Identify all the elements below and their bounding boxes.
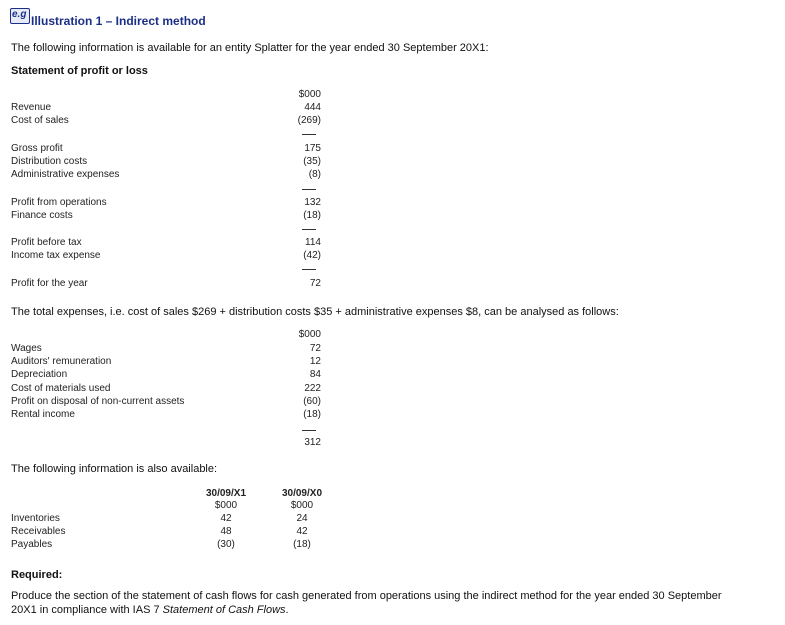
col1-unit: $000 [214,500,238,511]
expense-label: Depreciation [11,369,68,380]
balance-label: Payables [11,539,53,550]
pl-value: 444 [304,102,321,113]
expense-label: Cost of materials used [11,383,111,394]
pl-label: Profit from operations [11,197,107,208]
balance-v2: (18) [293,539,311,550]
balance-v2: 24 [296,513,308,524]
illustration-title: Illustration 1 – Indirect method [31,14,206,28]
expense-label: Rental income [11,409,75,420]
required-line1: Produce the section of the statement of cash flows for cash generated from operations using the indirect method for the year ended 30 September [11,590,722,602]
pl-label: Finance costs [11,210,73,221]
pl-value: (42) [303,250,321,261]
balance-v1: (30) [217,539,235,550]
intro-text: The following information is available for an entity Splatter for the year ended 30 September 20X1: [11,42,489,54]
required-heading: Required: [11,569,63,581]
pl-label: Profit for the year [11,278,88,289]
expense-value: 84 [309,369,321,380]
pl-value: 72 [309,278,321,289]
expenses-total: 312 [304,437,321,448]
subtotal-rule [302,229,316,230]
expense-label: Profit on disposal of non-current assets [11,396,185,407]
pl-value: 114 [305,237,321,248]
balance-label: Receivables [11,526,66,537]
balance-v2: 42 [296,526,308,537]
expenses-col-header: $000 [298,329,321,340]
pl-label: Cost of sales [11,115,69,126]
required-line2-suffix: . [285,604,289,616]
pl-value: (18) [303,210,321,221]
expense-value: 222 [304,383,321,394]
total-rule [302,430,316,431]
expense-value: (60) [303,396,321,407]
pl-label: Gross profit [11,143,63,154]
expenses-intro: The total expenses, i.e. cost of sales $269 + distribution costs $35 + administrative expenses $8, can be analysed as follows: [11,306,619,318]
pl-label: Profit before tax [11,237,82,248]
pl-heading: Statement of profit or loss [11,65,148,77]
also-available-text: The following information is also available: [11,463,218,475]
col1-date: 30/09/X1 [205,488,247,499]
expense-value: 72 [309,343,321,354]
required-line2 [11,604,289,616]
expense-label: Auditors' remuneration [11,356,112,367]
expense-label: Wages [11,343,42,354]
pl-label: Income tax expense [11,250,101,261]
pl-label: Administrative expenses [11,169,120,180]
balance-v1: 48 [220,526,232,537]
subtotal-rule [302,269,316,270]
pl-value: 132 [304,197,321,208]
pl-label: Distribution costs [11,156,88,167]
example-icon: e.g [10,8,30,24]
pl-value: (35) [303,156,321,167]
pl-col-header: $000 [298,89,321,100]
pl-value: (269) [297,115,321,126]
pl-value: (8) [308,169,321,180]
balance-v1: 42 [220,513,232,524]
pl-label: Revenue [11,102,52,113]
subtotal-rule [302,134,316,135]
ias7-title: Statement of Cash Flows [162,604,286,616]
required-line2-prefix: 20X1 in compliance with IAS 7 [11,604,163,616]
col2-unit: $000 [290,500,314,511]
col2-date: 30/09/X0 [281,488,323,499]
balance-label: Inventories [11,513,60,524]
expense-value: 12 [309,356,321,367]
expense-value: (18) [303,409,321,420]
pl-value: 175 [304,143,321,154]
subtotal-rule [302,189,316,190]
